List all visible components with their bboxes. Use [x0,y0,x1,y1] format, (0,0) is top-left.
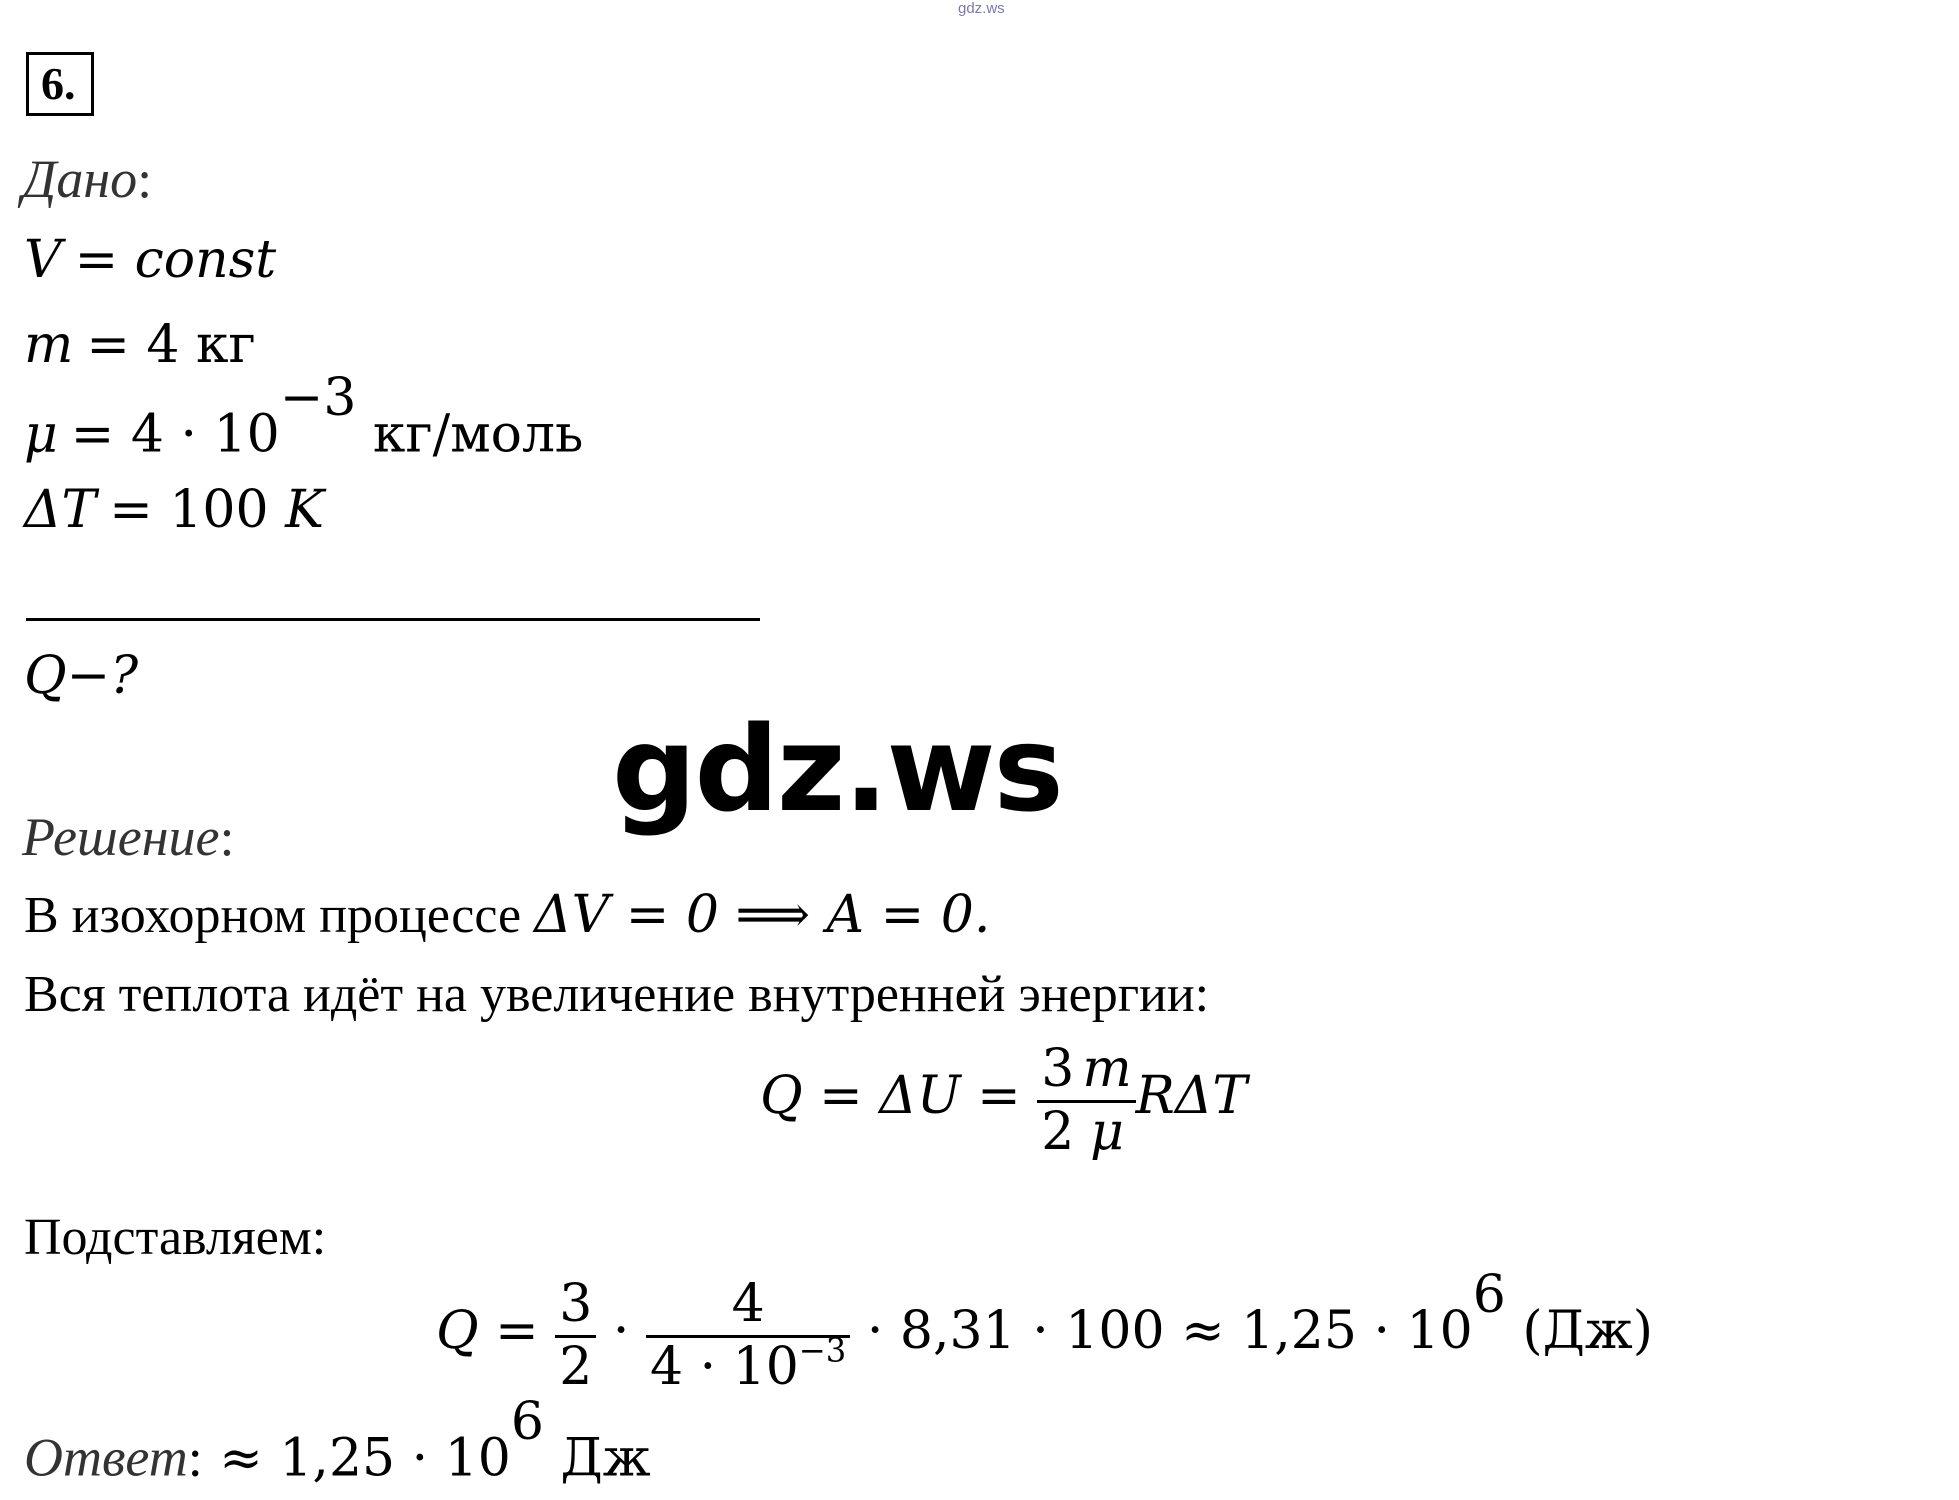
fraction-denominator: 2 [559,1336,593,1397]
formula-internal-energy [760,1040,1247,1163]
fraction-numerator: m [1078,1040,1135,1103]
given-symbol: ΔT [24,480,97,540]
formula-tail: · 8,31 · 100 ≈ 1,25 · 10 [850,1301,1473,1362]
given-line-volume [24,230,276,290]
formula-lhs: Q = [436,1301,556,1362]
solution-heading-text: Решение [22,807,220,867]
fraction-numerator: 3 [1037,1040,1078,1103]
top-watermark: gdz.ws [958,0,1005,17]
formula-lhs: Q = ΔU = [760,1066,1038,1127]
formula-numeric [436,1264,1654,1398]
answer-value: ≈ 1,25 · 10 [202,1428,511,1489]
given-line-mass [24,315,256,375]
answer-colon: : [187,1427,203,1488]
given-heading [22,148,152,210]
answer-label: Ответ [24,1427,188,1488]
solution-paragraph-heat: Вся теплота идёт на увеличение внутренней энергии: [24,966,1210,1023]
given-value: = 4 · 10 [70,404,280,465]
given-value: = const [74,230,277,290]
denominator-base: 4 · 10 [649,1336,799,1397]
given-heading-text: Дано [22,149,138,209]
solution-paragraph-substitute: Подставляем: [24,1209,327,1266]
paragraph-text: В изохорном процессе [24,887,535,944]
fraction-numerator: 4 [646,1275,850,1338]
given-divider [26,618,760,621]
fraction-mass-ratio [646,1275,850,1398]
fraction-three-halves [555,1275,596,1398]
solution-paragraph-isochoric [24,885,990,945]
fraction-numerator: 3 [555,1275,596,1338]
answer-line [24,1392,651,1489]
fraction-denominator: 2 [1041,1101,1075,1162]
fraction-denominator [646,1331,850,1398]
given-symbol: V [24,230,62,290]
watermark-logo: gdz.ws [612,700,1062,838]
given-value: = 100 [109,480,286,540]
formula-tail: RΔT [1135,1066,1248,1127]
denominator-exponent: −3 [798,1331,847,1370]
formula-exponent: 6 [1472,1264,1506,1325]
unknown-quantity: Q−? [24,646,139,706]
given-heading-colon: : [137,149,153,209]
task-number-box: 6. [26,52,94,116]
given-exponent: −3 [279,368,357,428]
given-unit: кг/моль [356,404,584,465]
formula-dot: · [596,1301,646,1362]
paragraph-math: ΔV = 0 ⟹ A = 0. [534,885,991,945]
answer-exponent: 6 [510,1392,544,1452]
formula-unit: (Дж) [1505,1301,1654,1362]
given-line-molar-mass [24,368,584,465]
given-unit: K [285,480,324,540]
fraction-denominator: μ [1090,1101,1124,1162]
given-value: = 4 кг [86,315,256,375]
solution-heading-colon: : [219,807,235,867]
given-line-temperature [24,480,324,540]
fraction-mass-over-mu [1078,1040,1135,1163]
given-symbol: μ [24,404,58,465]
given-symbol: m [24,315,74,375]
fraction-three-halves [1037,1040,1078,1163]
answer-unit: Дж [543,1428,651,1489]
solution-heading [22,806,235,868]
